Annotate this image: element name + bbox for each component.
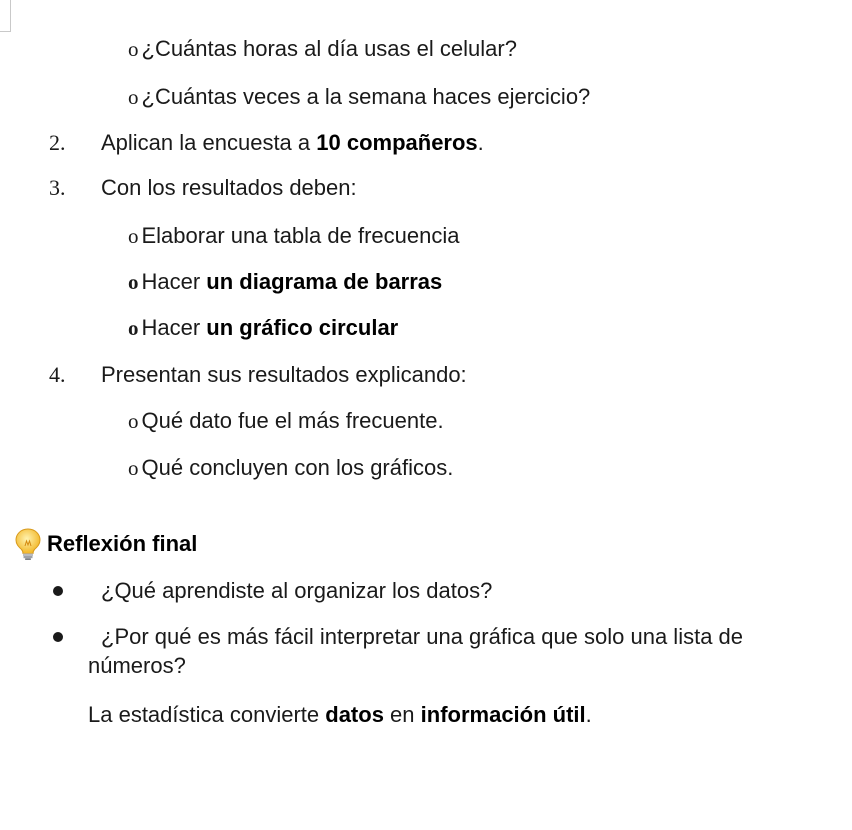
sub-bullet-marker: o <box>128 85 139 109</box>
bullet-dot <box>53 632 63 642</box>
sub-bullet-marker: o <box>128 37 139 61</box>
reflection-question: ¿Qué aprendiste al organizar los datos? <box>101 578 493 603</box>
step-number: 3. <box>49 175 66 200</box>
sub-bullet-marker: o <box>128 270 139 294</box>
sub-bullet-marker: o <box>128 224 139 248</box>
lightbulb-icon <box>13 527 43 561</box>
sub-bullet-marker: o <box>128 409 139 433</box>
page-margin-marker <box>0 0 11 32</box>
step-subitem: o Hacer un diagrama de barras <box>128 269 443 294</box>
bullet-dot <box>53 586 63 596</box>
survey-question: o ¿Cuántas veces a la semana haces ejercicio? <box>128 84 591 109</box>
reflection-question-continuation: números? <box>88 653 186 678</box>
reflection-title: Reflexión final <box>47 531 198 556</box>
survey-question: o ¿Cuántas horas al día usas el celular? <box>128 36 517 61</box>
step-subitem: o Elaborar una tabla de frecuencia <box>128 223 460 248</box>
step-number: 2. <box>49 130 66 155</box>
step-text: Presentan sus resultados explicando: <box>101 362 467 387</box>
step-subitem: o Qué concluyen con los gráficos. <box>128 455 454 480</box>
step-text: Con los resultados deben: <box>101 175 357 200</box>
conclusion-text: La estadística convierte datos en información útil. <box>88 702 592 727</box>
step-subitem: o Qué dato fue el más frecuente. <box>128 408 444 433</box>
step-number: 4. <box>49 362 66 387</box>
step-text: Aplican la encuesta a 10 compañeros. <box>101 130 484 155</box>
step-subitem: o Hacer un gráfico circular <box>128 315 399 340</box>
sub-bullet-marker: o <box>128 456 139 480</box>
sub-bullet-marker: o <box>128 316 139 340</box>
reflection-question: ¿Por qué es más fácil interpretar una gráfica que solo una lista de <box>101 624 744 649</box>
